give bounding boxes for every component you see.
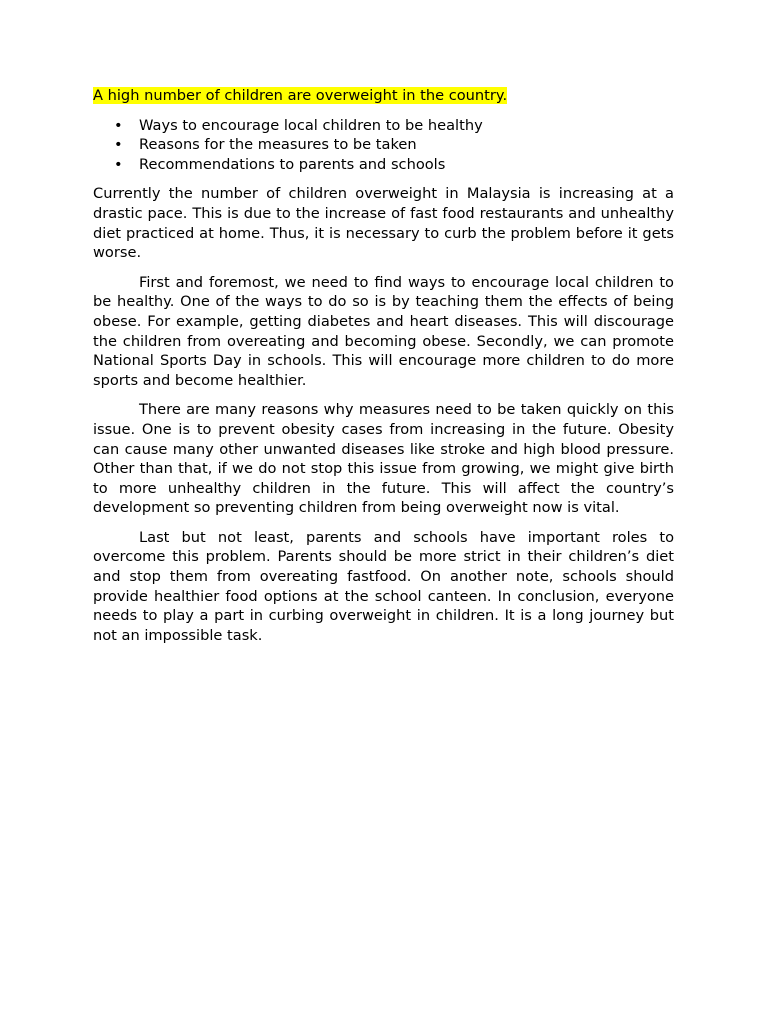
bullet-icon: •: [114, 136, 123, 154]
bullet-icon: •: [114, 155, 123, 173]
highlighted-question-text: A high number of children are overweight in the country.: [93, 87, 508, 104]
bullet-point-text: Recommendations to parents and schools: [139, 155, 446, 173]
body-paragraph-encourage: First and foremost, we need to find ways to encourage local children to be healthy. One of the ways to do so is by teaching them the effects of being obese. For example, getting diabetes and heart diseases. This will discourage the children from overeating and becoming obese. Secondly, we can promote National Sports Day in schools. This will encourage more children to do more sports and become healthier.: [93, 273, 674, 389]
bullet-icon: •: [114, 116, 123, 134]
body-paragraph-reasons: There are many reasons why measures need to be taken quickly on this issue. One is to prevent obesity cases from increasing in the future. Obesity can cause many other unwanted diseases like stroke and high blood pressure. Other than that, if we do not stop this issue from growing, we might give birth to more unhealthy children in the future. This will affect the country’s development so preventing children from being overweight now is vital.: [93, 401, 674, 517]
intro-paragraph: Currently the number of children overweight in Malaysia is increasing at a drastic pace. This is due to the increase of fast food restaurants and unhealthy diet practiced at home. Thus, it is necessary to curb the problem before it gets worse.: [93, 185, 674, 262]
bullet-point-text: Ways to encourage local children to be healthy: [139, 116, 483, 134]
document-page: [93, 86, 674, 645]
essay-question: [93, 86, 674, 106]
bullet-point: [93, 116, 674, 136]
conclusion-paragraph: Last but not least, parents and schools have important roles to overcome this problem. Parents should be more strict in their children’s diet and stop them from overeating fastfood. On another note, schools should provide healthier food options at the school canteen. In conclusion, everyone needs to play a part in curbing overweight in children. It is a long journey but not an impossible task.: [93, 528, 674, 644]
bullet-point: [93, 155, 674, 175]
bullet-point: [93, 135, 674, 155]
bullet-list: [93, 116, 674, 175]
bullet-point-text: Reasons for the measures to be taken: [139, 136, 417, 154]
